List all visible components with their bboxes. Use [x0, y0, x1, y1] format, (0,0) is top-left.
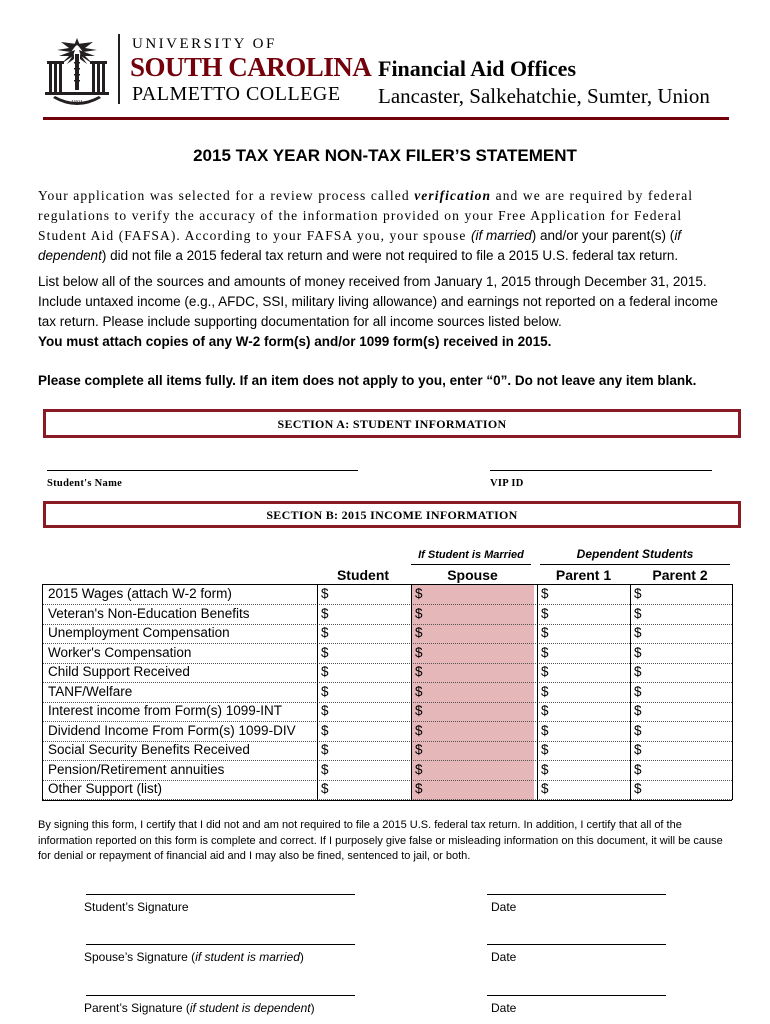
col-header-parent-1: Parent 1 [555, 567, 612, 583]
dollar-sign: $ [541, 644, 549, 660]
income-row-label: Veteran's Non-Education Benefits [48, 605, 250, 621]
amount-field-parent-1[interactable] [537, 663, 630, 682]
date-label: Date [491, 950, 517, 964]
amount-field-parent-1[interactable] [537, 780, 630, 799]
amount-field-parent-2[interactable] [630, 780, 732, 799]
dollar-sign: $ [415, 644, 423, 660]
signature-label [84, 950, 304, 964]
intro-paragraph-1 [38, 186, 728, 266]
amount-field-parent-2[interactable] [630, 644, 732, 663]
dollar-sign: $ [415, 703, 423, 718]
section-b-header: SECTION B: 2015 INCOME INFORMATION [43, 501, 741, 528]
signature-label [84, 1001, 315, 1015]
dollar-sign: $ [321, 586, 329, 601]
dollar-sign: $ [541, 683, 549, 699]
income-row [42, 702, 732, 722]
income-row [42, 644, 732, 664]
dollar-sign: $ [541, 722, 549, 738]
date-line[interactable] [487, 995, 666, 996]
dollar-sign: $ [541, 761, 549, 777]
university-seal-logo [43, 34, 111, 110]
income-row [42, 624, 732, 644]
dollar-sign: $ [415, 781, 423, 796]
dollar-sign: $ [541, 742, 549, 757]
income-row [42, 741, 732, 761]
vip-id-field[interactable] [490, 470, 712, 471]
signature-label-qualifier: if student is dependent [189, 1001, 311, 1015]
table-column-divider [630, 584, 631, 800]
income-row [42, 605, 732, 625]
signature-label-text: Parent’s Signature ( [84, 1001, 190, 1015]
dollar-sign: $ [541, 605, 549, 621]
amount-field-parent-2[interactable] [630, 624, 732, 643]
amount-field-student[interactable] [317, 624, 411, 643]
amount-field-parent-1[interactable] [537, 624, 630, 643]
income-row-label: Interest income from Form(s) 1099-INT [48, 703, 283, 718]
wordmark-divider [118, 34, 120, 104]
col-header-spouse: Spouse [447, 567, 498, 583]
dollar-sign: $ [634, 664, 642, 679]
dollar-sign: $ [321, 644, 329, 660]
header-rule [43, 117, 729, 120]
dollar-sign: $ [634, 586, 642, 601]
section-a-header: SECTION A: STUDENT INFORMATION [43, 409, 741, 438]
amount-field-student[interactable] [317, 780, 411, 799]
income-row [42, 585, 732, 605]
instructions-note: Please complete all items fully. If an item does not apply to you, enter “0”. Do not leave any item blank. [38, 373, 697, 388]
table-column-divider [411, 584, 412, 800]
table-bottom-border [42, 800, 732, 801]
amount-field-spouse[interactable] [411, 663, 537, 682]
dollar-sign: $ [415, 605, 423, 621]
if-dependent-text: if dependent [38, 228, 682, 263]
dollar-sign: $ [415, 664, 423, 679]
dollar-sign: $ [634, 605, 642, 621]
seal-year: 1801 [71, 100, 83, 106]
amount-field-parent-1[interactable] [537, 741, 630, 760]
signature-line[interactable] [86, 995, 355, 996]
amount-field-parent-1[interactable] [537, 722, 630, 741]
intro-p1-a: Your application was selected for a review process called [38, 188, 415, 203]
amount-field-student[interactable] [317, 644, 411, 663]
income-row-label: 2015 Wages (attach W-2 form) [48, 586, 232, 601]
document-title: 2015 TAX YEAR NON-TAX FILER’S STATEMENT [193, 146, 577, 165]
dollar-sign: $ [415, 742, 423, 757]
amount-field-parent-2[interactable] [630, 605, 732, 624]
amount-field-parent-1[interactable] [537, 605, 630, 624]
intro-p2: List below all of the sources and amounts of money received from January 1, 2015 through December 31, 2015. Include untaxed income (e.g., AFDC, SSI, military living allowance) and earnings not reported on a federal income tax return. Please include supporting documentation for all income sources listed below. [38, 274, 718, 329]
signature-line[interactable] [86, 944, 355, 945]
amount-field-spouse[interactable] [411, 683, 537, 702]
date-label: Date [491, 900, 517, 914]
dollar-sign: $ [321, 683, 329, 699]
amount-field-student[interactable] [317, 605, 411, 624]
dependent-header-rule [540, 564, 730, 565]
income-row-label: Social Security Benefits Received [48, 742, 250, 757]
col-header-parent-2: Parent 2 [652, 567, 708, 583]
intro-p1-b: and we are required by federal regulations to verify the accuracy of the information provided on your Free Application for Federal Student Aid (FAFSA). According to your FAFSA you, your spouse [38, 188, 694, 243]
date-line[interactable] [487, 944, 666, 945]
if-married-text: (if married [470, 228, 532, 243]
table-column-divider [537, 584, 538, 800]
table-column-divider [732, 584, 733, 800]
amount-field-spouse[interactable] [411, 605, 537, 624]
dollar-sign: $ [321, 664, 329, 679]
amount-field-parent-2[interactable] [630, 741, 732, 760]
dollar-sign: $ [415, 683, 423, 699]
amount-field-spouse[interactable] [411, 644, 537, 663]
dollar-sign: $ [321, 722, 329, 738]
amount-field-parent-1[interactable] [537, 644, 630, 663]
south-carolina-wordmark: SOUTH CAROLINA [130, 52, 372, 82]
certification-statement: By signing this form, I certify that I did not and am not required to file a 2015 U.S. federal tax return. In addition, I certify that all of the information reported on this form is complete and correct. If I purposely give false or misleading information on this document, it will be cause for denial or repayment of financial aid and I may also be fined, sentenced to jail, or both. [38, 819, 723, 862]
verification-term: verification [414, 188, 492, 203]
amount-field-spouse[interactable] [411, 585, 537, 604]
amount-field-parent-1[interactable] [537, 683, 630, 702]
amount-field-spouse[interactable] [411, 702, 537, 721]
dollar-sign: $ [321, 605, 329, 621]
amount-field-student[interactable] [317, 722, 411, 741]
dollar-sign: $ [634, 742, 642, 757]
palmetto-college-text: PALMETTO COLLEGE [132, 83, 341, 105]
university-of-text: UNIVERSITY OF [132, 36, 277, 52]
if-married-header: If Student is Married [418, 549, 524, 561]
dollar-sign: $ [415, 722, 423, 738]
signature-line[interactable] [86, 894, 355, 895]
campuses-list: Lancaster, Salkehatchie, Sumter, Union [378, 84, 710, 108]
amount-field-spouse[interactable] [411, 780, 537, 799]
signature-label-end: ) [310, 1001, 315, 1015]
amount-field-parent-2[interactable] [630, 683, 732, 702]
amount-field-parent-2[interactable] [630, 663, 732, 682]
signature-label-text: Spouse’s Signature ( [84, 950, 196, 964]
student-name-label: Student's Name [47, 478, 123, 489]
dollar-sign: $ [634, 703, 642, 718]
dollar-sign: $ [541, 625, 549, 640]
amount-field-parent-2[interactable] [630, 702, 732, 721]
income-row [42, 683, 732, 703]
dollar-sign: $ [634, 625, 642, 640]
intro-p1-d: ) did not file a 2015 federal tax return and were not required to file a 2015 U.S. federal tax return. [101, 248, 679, 263]
dollar-sign: $ [415, 761, 423, 777]
office-title: Financial Aid Offices [378, 56, 576, 81]
table-column-divider [317, 584, 318, 800]
amount-field-spouse[interactable] [411, 741, 537, 760]
dollar-sign: $ [541, 664, 549, 679]
income-row [42, 761, 732, 781]
dollar-sign: $ [415, 586, 423, 601]
income-row [42, 722, 732, 742]
dollar-sign: $ [321, 625, 329, 640]
amount-field-parent-1[interactable] [537, 761, 630, 780]
amount-field-spouse[interactable] [411, 722, 537, 741]
date-line[interactable] [487, 894, 666, 895]
amount-field-parent-1[interactable] [537, 702, 630, 721]
dollar-sign: $ [321, 781, 329, 796]
signature-label-end: ) [299, 950, 304, 964]
amount-field-spouse[interactable] [411, 761, 537, 780]
amount-field-parent-1[interactable] [537, 585, 630, 604]
income-row-label: Unemployment Compensation [48, 625, 230, 640]
date-label: Date [491, 1001, 517, 1015]
dollar-sign: $ [541, 586, 549, 601]
income-row-label: Dividend Income From Form(s) 1099-DIV [48, 722, 296, 738]
amount-field-student[interactable] [317, 585, 411, 604]
dollar-sign: $ [634, 722, 642, 738]
intro-p2-bold: You must attach copies of any W-2 form(s) and/or 1099 form(s) received in 2015. [38, 334, 552, 349]
col-header-student: Student [336, 567, 390, 583]
income-row-label: Other Support (list) [48, 781, 163, 796]
income-row [42, 663, 732, 683]
signature-label-qualifier: if student is married [195, 950, 300, 964]
income-row-label: Child Support Received [48, 664, 190, 679]
spouse-header-rule [411, 564, 531, 565]
income-row-label: Pension/Retirement annuities [48, 761, 225, 777]
dependent-students-header: Dependent Students [576, 547, 694, 561]
signature-label [84, 900, 189, 914]
dollar-sign: $ [634, 781, 642, 796]
amount-field-student[interactable] [317, 683, 411, 702]
table-column-divider [42, 584, 43, 800]
amount-field-student[interactable] [317, 741, 411, 760]
dollar-sign: $ [321, 703, 329, 718]
dollar-sign: $ [321, 742, 329, 757]
income-row-label: TANF/Welfare [48, 683, 133, 699]
student-name-field[interactable] [47, 470, 358, 471]
amount-field-parent-2[interactable] [630, 585, 732, 604]
dollar-sign: $ [415, 625, 423, 640]
intro-paragraph-2 [38, 272, 728, 352]
amount-field-spouse[interactable] [411, 624, 537, 643]
dollar-sign: $ [634, 683, 642, 699]
signature-label-text: Student’s Signature [84, 900, 189, 914]
dollar-sign: $ [634, 644, 642, 660]
amount-field-student[interactable] [317, 761, 411, 780]
dollar-sign: $ [321, 761, 329, 777]
vip-id-label: VIP ID [490, 478, 524, 489]
income-row [42, 780, 732, 800]
amount-field-student[interactable] [317, 663, 411, 682]
amount-field-parent-2[interactable] [630, 761, 732, 780]
dollar-sign: $ [541, 703, 549, 718]
intro-p1-c: ) and/or your parent(s) ( [531, 228, 675, 243]
amount-field-parent-2[interactable] [630, 722, 732, 741]
dollar-sign: $ [541, 781, 549, 796]
amount-field-student[interactable] [317, 702, 411, 721]
dollar-sign: $ [634, 761, 642, 777]
income-row-label: Worker's Compensation [48, 644, 192, 660]
